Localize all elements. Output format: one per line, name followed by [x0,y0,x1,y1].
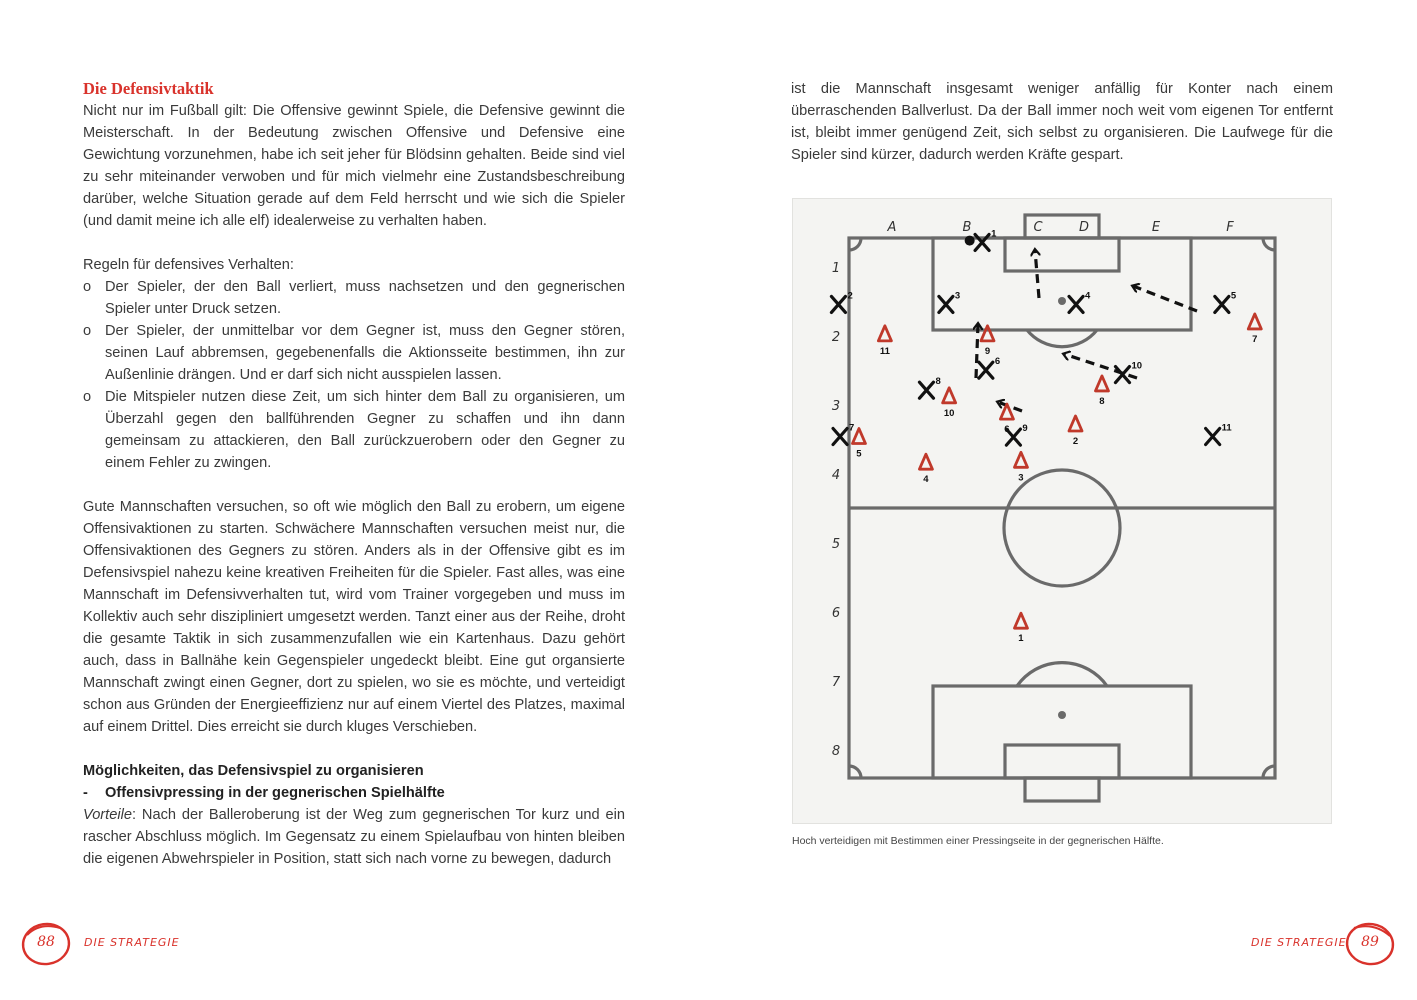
row-label: 7 [831,675,841,690]
opponent-number: 11 [1221,422,1232,434]
opponent-number: 9 [1022,423,1028,435]
bullet-marker: o [83,389,92,405]
opponent-number: 5 [1230,290,1237,302]
rules-title: Regeln für defensives Verhalten: [83,257,294,273]
own-player-number: 3 [1018,472,1024,484]
figure-caption: Hoch verteidigen mit Bestimmen einer Pressingseite in der gegnerischen Hälfte. [792,835,1164,847]
row-label: 8 [831,744,841,759]
paper-background [792,198,1332,824]
own-player-number: 1 [1018,633,1024,645]
section-label-right: DIE STRATEGIE [1251,936,1347,949]
list-item: o Der Spieler, der den Ball verliert, muss nachsetzen und den gegnerischen Spieler unter Druck setzen. [83,276,625,320]
own-player-number: 6 [1004,424,1010,436]
advantages-paragraph: Vorteile: Nach der Balleroberung ist der Weg zum gegnerischen Tor kurz und ein rascher Abschluss möglich. Im Gegensatz zu einem Spielaufbau von hinten bleiben die eigenen Abwehrspieler in Position, statt sich nach vorne zu bewegen, dadurch [83,807,625,867]
advantages-label: Vorteile [83,807,132,823]
section-label-left: DIE STRATEGIE [84,936,180,949]
body-paragraph: Gute Mannschaften versuchen, so oft wie möglich den Ball zu erobern, um eigene Offensivaktionen zu starten. Schwächere Mannschaften versuchen meist nur, die Offensivaktionen des Gegners zu stören. Anders als in der Offensive gibt es im Defensivspiel nahezu keine kreativen Freiheiten für die Spieler. Fast alles, was eine Mannschaft im Defensivverhalten tut, wird vom Trainer vorgegeben und muss im Kollektiv auch sehr diszipliniert umgesetzt werden. Tanzt einer aus der Reihe, droht die gesamte Taktik in sich zusammenzufallen wie ein Kartenhaus. Dazu gehört auch, dass in Ballnähe kein Gegenspieler ungedeckt bleibt. Eine gut organsierte Mannschaft zwingt einen Gegner, dort zu spielen, wo sie es möchte, und verteidigt schon aus Gründen der Energieeffizienz nur auf einem Viertel des Platzes, maximal auf einem Drittel. Dies erreicht sie durch kluges Verschieben. [83,499,625,735]
column-label: B [962,220,972,235]
list-item: o Die Mitspieler nutzen diese Zeit, um sich hinter dem Ball zu organisieren, um Überzahl gegen den ballführenden Gegner zu schaffen und ihn dann gemeinsam zu attackieren, den Ball zurückzuerobern oder den Gegner zu einem Fehler zu zwingen. [83,386,625,474]
opponent-number: 6 [994,356,1001,368]
penalty-spot [1058,711,1066,719]
opponent-number: 8 [935,376,941,388]
penalty-spot [1058,297,1066,305]
section-heading: Die Defensivtaktik [83,79,214,98]
continuation-paragraph: ist die Mannschaft insgesamt weniger anfällig für Konter nach einem überraschenden Ballverlust. Da der Ball immer noch weit vom eigenen Tor entfernt ist, bleibt immer genügend Zeit, sich selbst zu organisieren. Die Laufwege für die Spieler sind kürzer, dadurch werden Kräfte gespart. [791,81,1333,163]
opponent-number: 7 [849,422,855,434]
bullet-marker: o [83,279,92,295]
opponent-number: 4 [1085,290,1091,302]
own-player-number: 4 [923,474,929,486]
opponent-number: 3 [954,290,961,302]
own-player-number: 10 [943,407,955,419]
left-column [83,78,625,870]
dash-marker: - [83,785,88,801]
row-label: 5 [831,537,841,552]
column-label: E [1151,220,1161,235]
pitch-svg [792,198,1332,824]
column-label: A [887,220,897,235]
opponent-number: 10 [1131,360,1143,372]
row-label: 2 [831,330,841,345]
page-number-left: 88 [20,920,72,968]
opponent-number: 2 [847,290,853,302]
own-player-number: 5 [856,448,862,460]
column-label: C [1033,220,1043,235]
own-player-number: 11 [879,345,890,357]
own-player-number: 7 [1252,333,1258,345]
bullet-marker: o [83,323,92,339]
sub-heading: - Offensivpressing in der gegnerischen Spielhälfte [83,782,625,804]
rules-list [83,276,625,474]
opponent-number: 1 [991,228,997,240]
options-heading: Möglichkeiten, das Defensivspiel zu organisieren [83,763,424,779]
row-label: 6 [831,606,841,621]
list-item: o Der Spieler, der unmittelbar vor dem Gegner ist, muss den Gegner stören, seinen Lauf abbremsen, gegebenenfalls die Aktionsseite bestimmen, ihn zur Außenlinie drängen. Und er darf sich nicht ausspielen lassen. [83,320,625,386]
row-label: 3 [831,399,841,414]
page-number-right: 89 [1344,920,1396,968]
ball [965,236,975,246]
right-column [791,78,1333,166]
tactics-diagram [792,198,1332,824]
row-label: 1 [831,261,841,276]
row-label: 4 [831,468,841,483]
own-player-number: 8 [1099,395,1105,407]
own-player-number: 2 [1072,435,1079,447]
column-label: D [1078,220,1090,235]
intro-paragraph: Nicht nur im Fußball gilt: Die Offensive gewinnt Spiele, die Defensive gewinnt die Meisterschaft. In der Bedeutung zwischen Offensive und Defensive eine Gewichtung vorzunehmen, habe ich seit jeher für Blödsinn gehalten. Beide sind viel zu sehr miteinander verwoben und für mich vielmehr eine Zustandsbeschreibung darüber, welche Situation gerade auf dem Feld herrscht und wie sich die Spieler (und damit meine ich alle elf) idealerweise zu verhalten haben. [83,103,625,229]
own-player-number: 9 [984,345,991,357]
column-label: F [1226,220,1234,235]
